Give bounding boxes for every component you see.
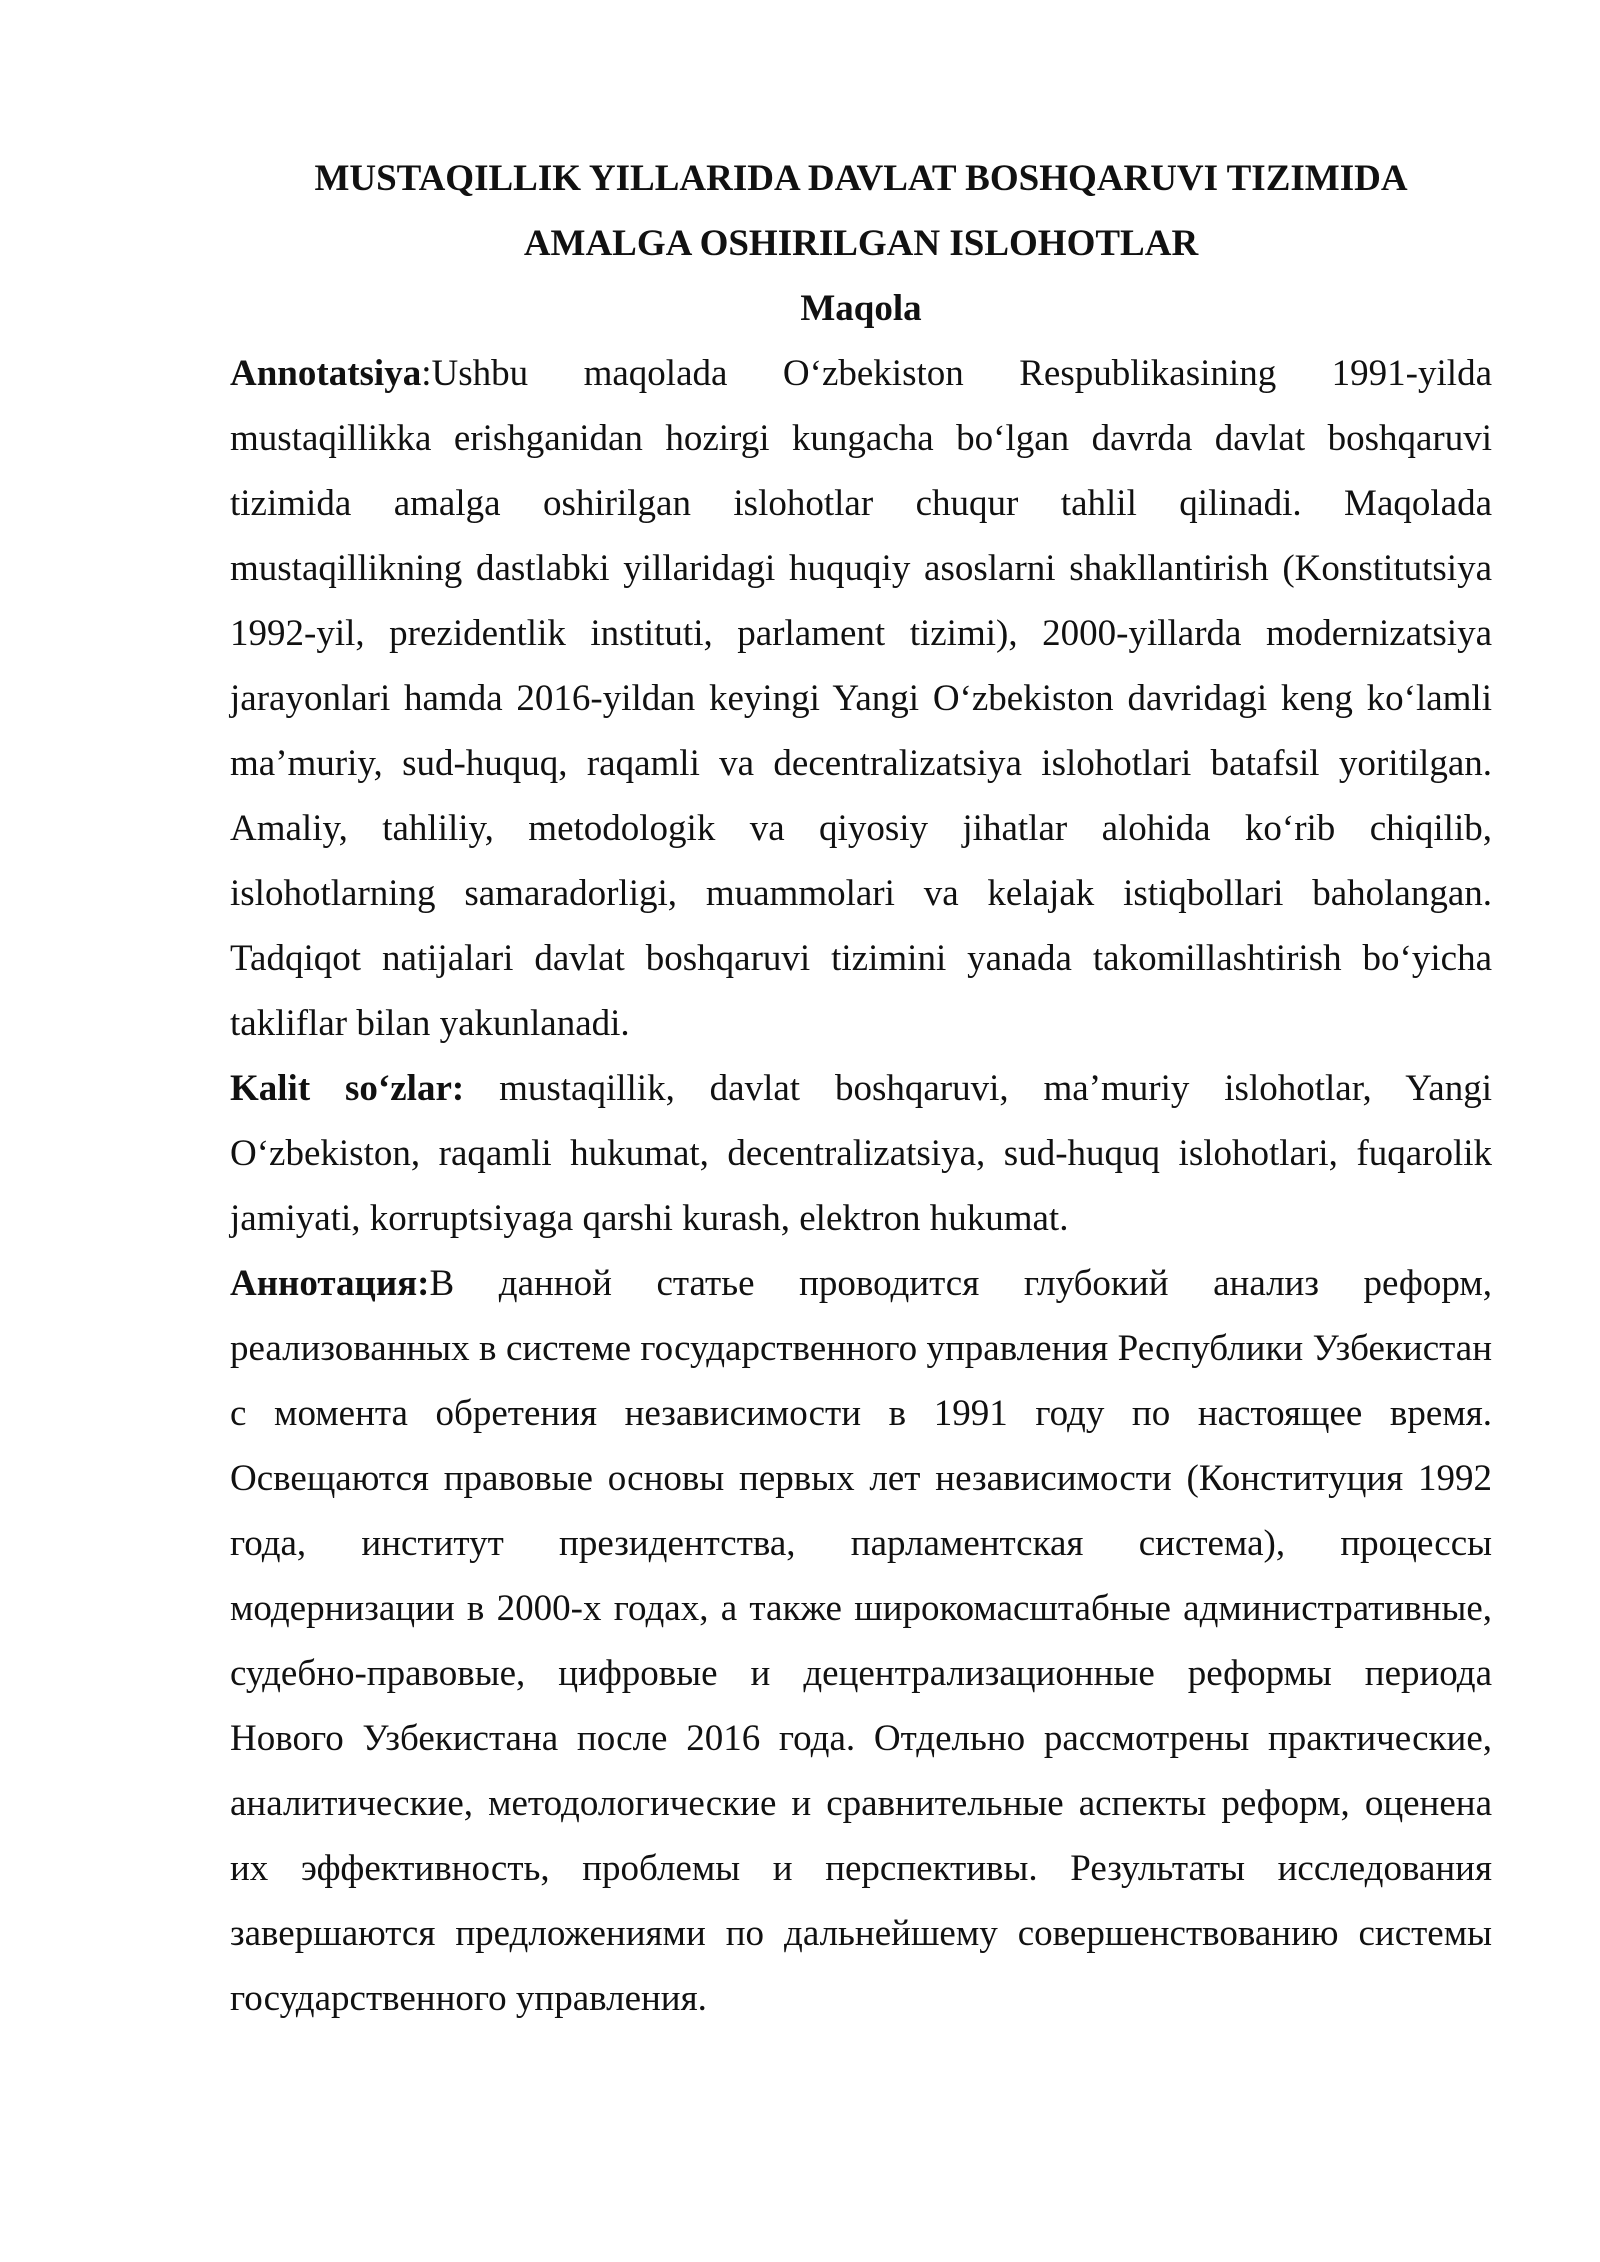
article-title-line-1: MUSTAQILLIK YILLARIDA DAVLAT BOSHQARUVI TIZIMIDA	[314, 158, 1408, 199]
article-type-label: Maqola	[800, 288, 922, 329]
document-page	[230, 0, 1492, 2262]
annotation-ru-label: Аннотация:	[230, 1263, 430, 1304]
article-title-line-2: AMALGA OSHIRILGAN ISLOHOTLAR	[523, 223, 1199, 264]
article-title	[230, 146, 1492, 276]
annotation-ru-paragraph	[230, 1251, 1492, 2031]
keywords-uz-label: Kalit so‘zlar:	[230, 1068, 465, 1109]
annotation-uz-label: Annotatsiya	[230, 353, 422, 394]
keywords-uz-paragraph	[230, 1056, 1492, 1251]
annotation-ru-text: В данной статье проводится глубокий анализ реформ, реализованных в системе государственного управления Республики Узбекистан с момента обретения независимости в 1991 году по настоящее время. Освещаются правовые основы первых лет независимости (Конституция 1992 года, институт президентства, парламентская система), процессы модернизации в 2000-х годах, а также широкомасштабные административные, судебно-правовые, цифровые и децентрализационные реформы периода Нового Узбекистана после 2016 года. Отдельно рассмотрены практические, аналитические, методологические и сравнительные аспекты реформ, оценена их эффективность, проблемы и перспективы. Результаты исследования завершаются предложениями по дальнейшему совершенствованию системы государственного управления.	[230, 1263, 1492, 2019]
annotation-uz-paragraph	[230, 341, 1492, 1056]
annotation-uz-text: :Ushbu maqolada O‘zbekiston Respublikasining 1991-yilda mustaqillikka erishganidan hozirgi kungacha bo‘lgan davrda davlat boshqaruvi tizimida amalga oshirilgan islohotlar chuqur tahlil qilinadi. Maqolada mustaqillikning dastlabki yillaridagi huquqiy asoslarni shakllantirish (Konstitutsiya 1992-yil, prezidentlik instituti, parlament tizimi), 2000-yillarda modernizatsiya jarayonlari hamda 2016-yildan keyingi Yangi O‘zbekiston davridagi keng ko‘lamli ma’muriy, sud-huquq, raqamli va decentralizatsiya islohotlari batafsil yoritilgan. Amaliy, tahliliy, metodologik va qiyosiy jihatlar alohida ko‘rib chiqilib, islohotlarning samaradorligi, muammolari va kelajak istiqbollari baholangan. Tadqiqot natijalari davlat boshqaruvi tizimini yanada takomillashtirish bo‘yicha takliflar bilan yakunlanadi.	[230, 353, 1492, 1044]
keywords-uz-text: mustaqillik, davlat boshqaruvi, ma’muriy islohotlar, Yangi O‘zbekiston, raqamli hukumat, decentralizatsiya, sud-huquq islohotlari, fuqarolik jamiyati, korruptsiyaga qarshi kurash, elektron hukumat.	[230, 1068, 1493, 1239]
